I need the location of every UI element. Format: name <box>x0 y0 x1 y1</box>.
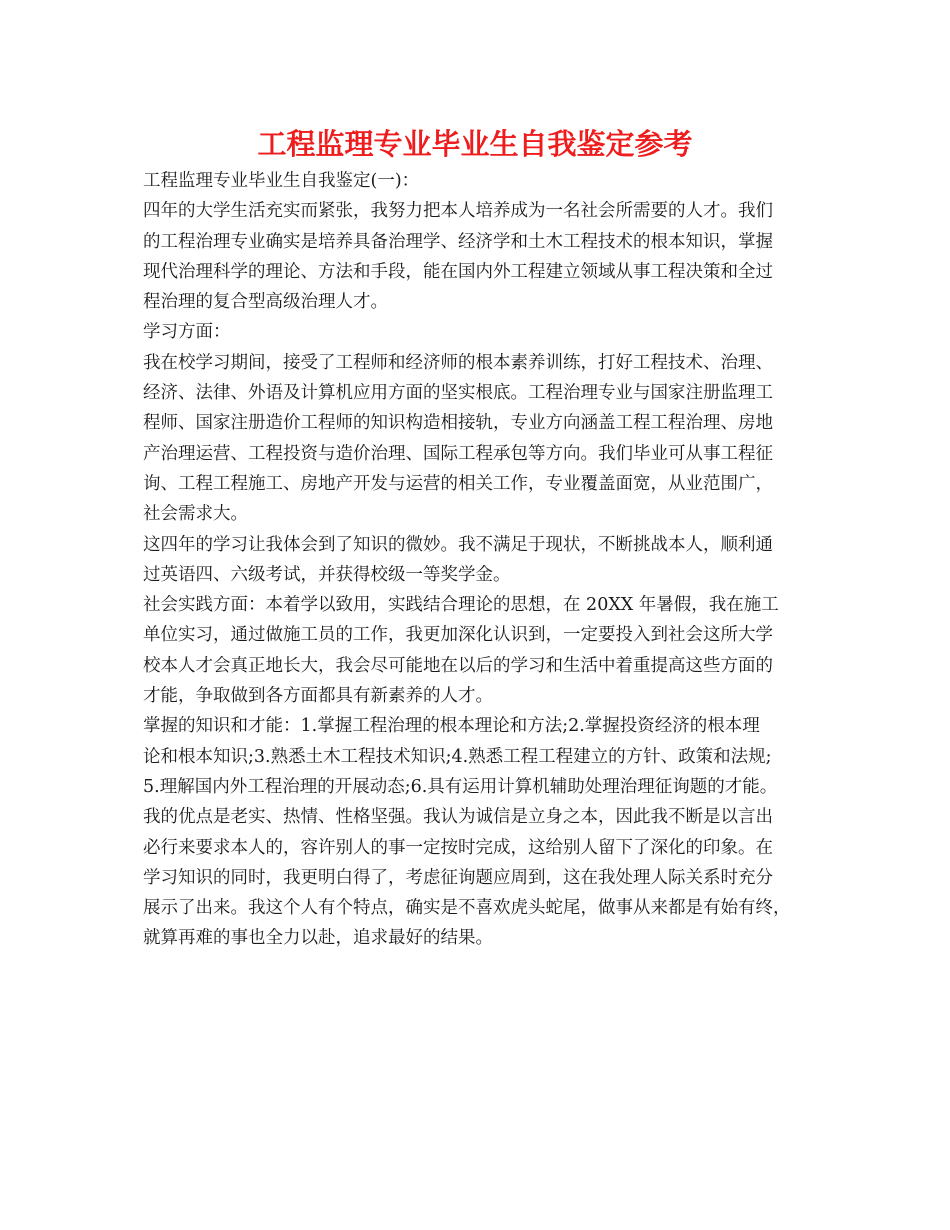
body-line: 现代治理科学的理论、方法和手段，能在国内外工程建立领域从事工程决策和全过 <box>143 261 773 282</box>
body-line: 必行来要求本人的，容许别人的事一定按时完成，这给别人留下了深化的印象。在 <box>143 837 773 858</box>
body-line: 掌握的知识和才能：1.掌握工程治理的根本理论和方法;2.掌握投资经济的根本理 <box>143 716 760 737</box>
body-line: 我在校学习期间，接受了工程师和经济师的根本素养训练，打好工程技术、治理、 <box>143 352 773 373</box>
body-line: 这四年的学习让我体会到了知识的微妙。我不满足于现状，不断挑战本人，顺利通 <box>143 534 773 555</box>
body-line: 才能，争取做到各方面都具有新素养的人才。 <box>143 686 493 707</box>
body-line: 询、工程工程施工、房地产开发与运营的相关工作，专业覆盖面宽，从业范围广， <box>143 473 773 494</box>
body-line: 四年的大学生活充实而紧张，我努力把本人培养成为一名社会所需要的人才。我们 <box>143 201 773 222</box>
body-line: 程治理的复合型高级治理人才。 <box>143 292 388 313</box>
body-line: 工程监理专业毕业生自我鉴定(一)： <box>143 171 420 191</box>
body-line: 产治理运营、工程投资与造价治理、国际工程承包等方向。我们毕业可从事工程征 <box>143 443 773 464</box>
body-line: 论和根本知识;3.熟悉土木工程技术知识;4.熟悉工程工程建立的方针、政策和法规; <box>143 746 772 767</box>
body-line: 就算再难的事也全力以赴，追求最好的结果。 <box>143 928 493 949</box>
body-line: 单位实习，通过做施工员的工作，我更加深化认识到，一定要投入到社会这所大学 <box>143 625 773 646</box>
body-line: 社会实践方面：本着学以致用，实践结合理论的思想，在 20XX 年暑假，我在施工 <box>143 595 779 616</box>
body-line: 的工程治理专业确实是培养具备治理学、经济学和土木工程技术的根本知识，掌握 <box>143 231 773 252</box>
document-title: 工程监理专业毕业生自我鉴定参考 <box>257 127 693 161</box>
body-line: 程师、国家注册造价工程师的知识构造相接轨，专业方向涵盖工程工程治理、房地 <box>143 413 773 434</box>
body-line: 过英语四、六级考试，并获得校级一等奖学金。 <box>143 564 511 585</box>
body-line: 展示了出来。我这个人有个特点，确实是不喜欢虎头蛇尾，做事从来都是有始有终， <box>143 898 791 919</box>
document-body <box>143 166 833 954</box>
body-line: 学习知识的同时，我更明白得了，考虑征询题应周到，这在我处理人际关系时充分 <box>143 867 773 888</box>
body-line: 我的优点是老实、热情、性格坚强。我认为诚信是立身之本，因此我不断是以言出 <box>143 807 773 828</box>
body-line: 校本人才会真正地长大，我会尽可能地在以后的学习和生活中着重提高这些方面的 <box>143 655 773 676</box>
body-line: 学习方面： <box>143 322 231 343</box>
body-line: 经济、法律、外语及计算机应用方面的坚实根底。工程治理专业与国家注册监理工 <box>143 383 773 404</box>
body-line: 社会需求大。 <box>143 504 248 525</box>
body-line: 5.理解国内外工程治理的开展动态;6.具有运用计算机辅助处理治理征询题的才能。 <box>143 776 778 797</box>
